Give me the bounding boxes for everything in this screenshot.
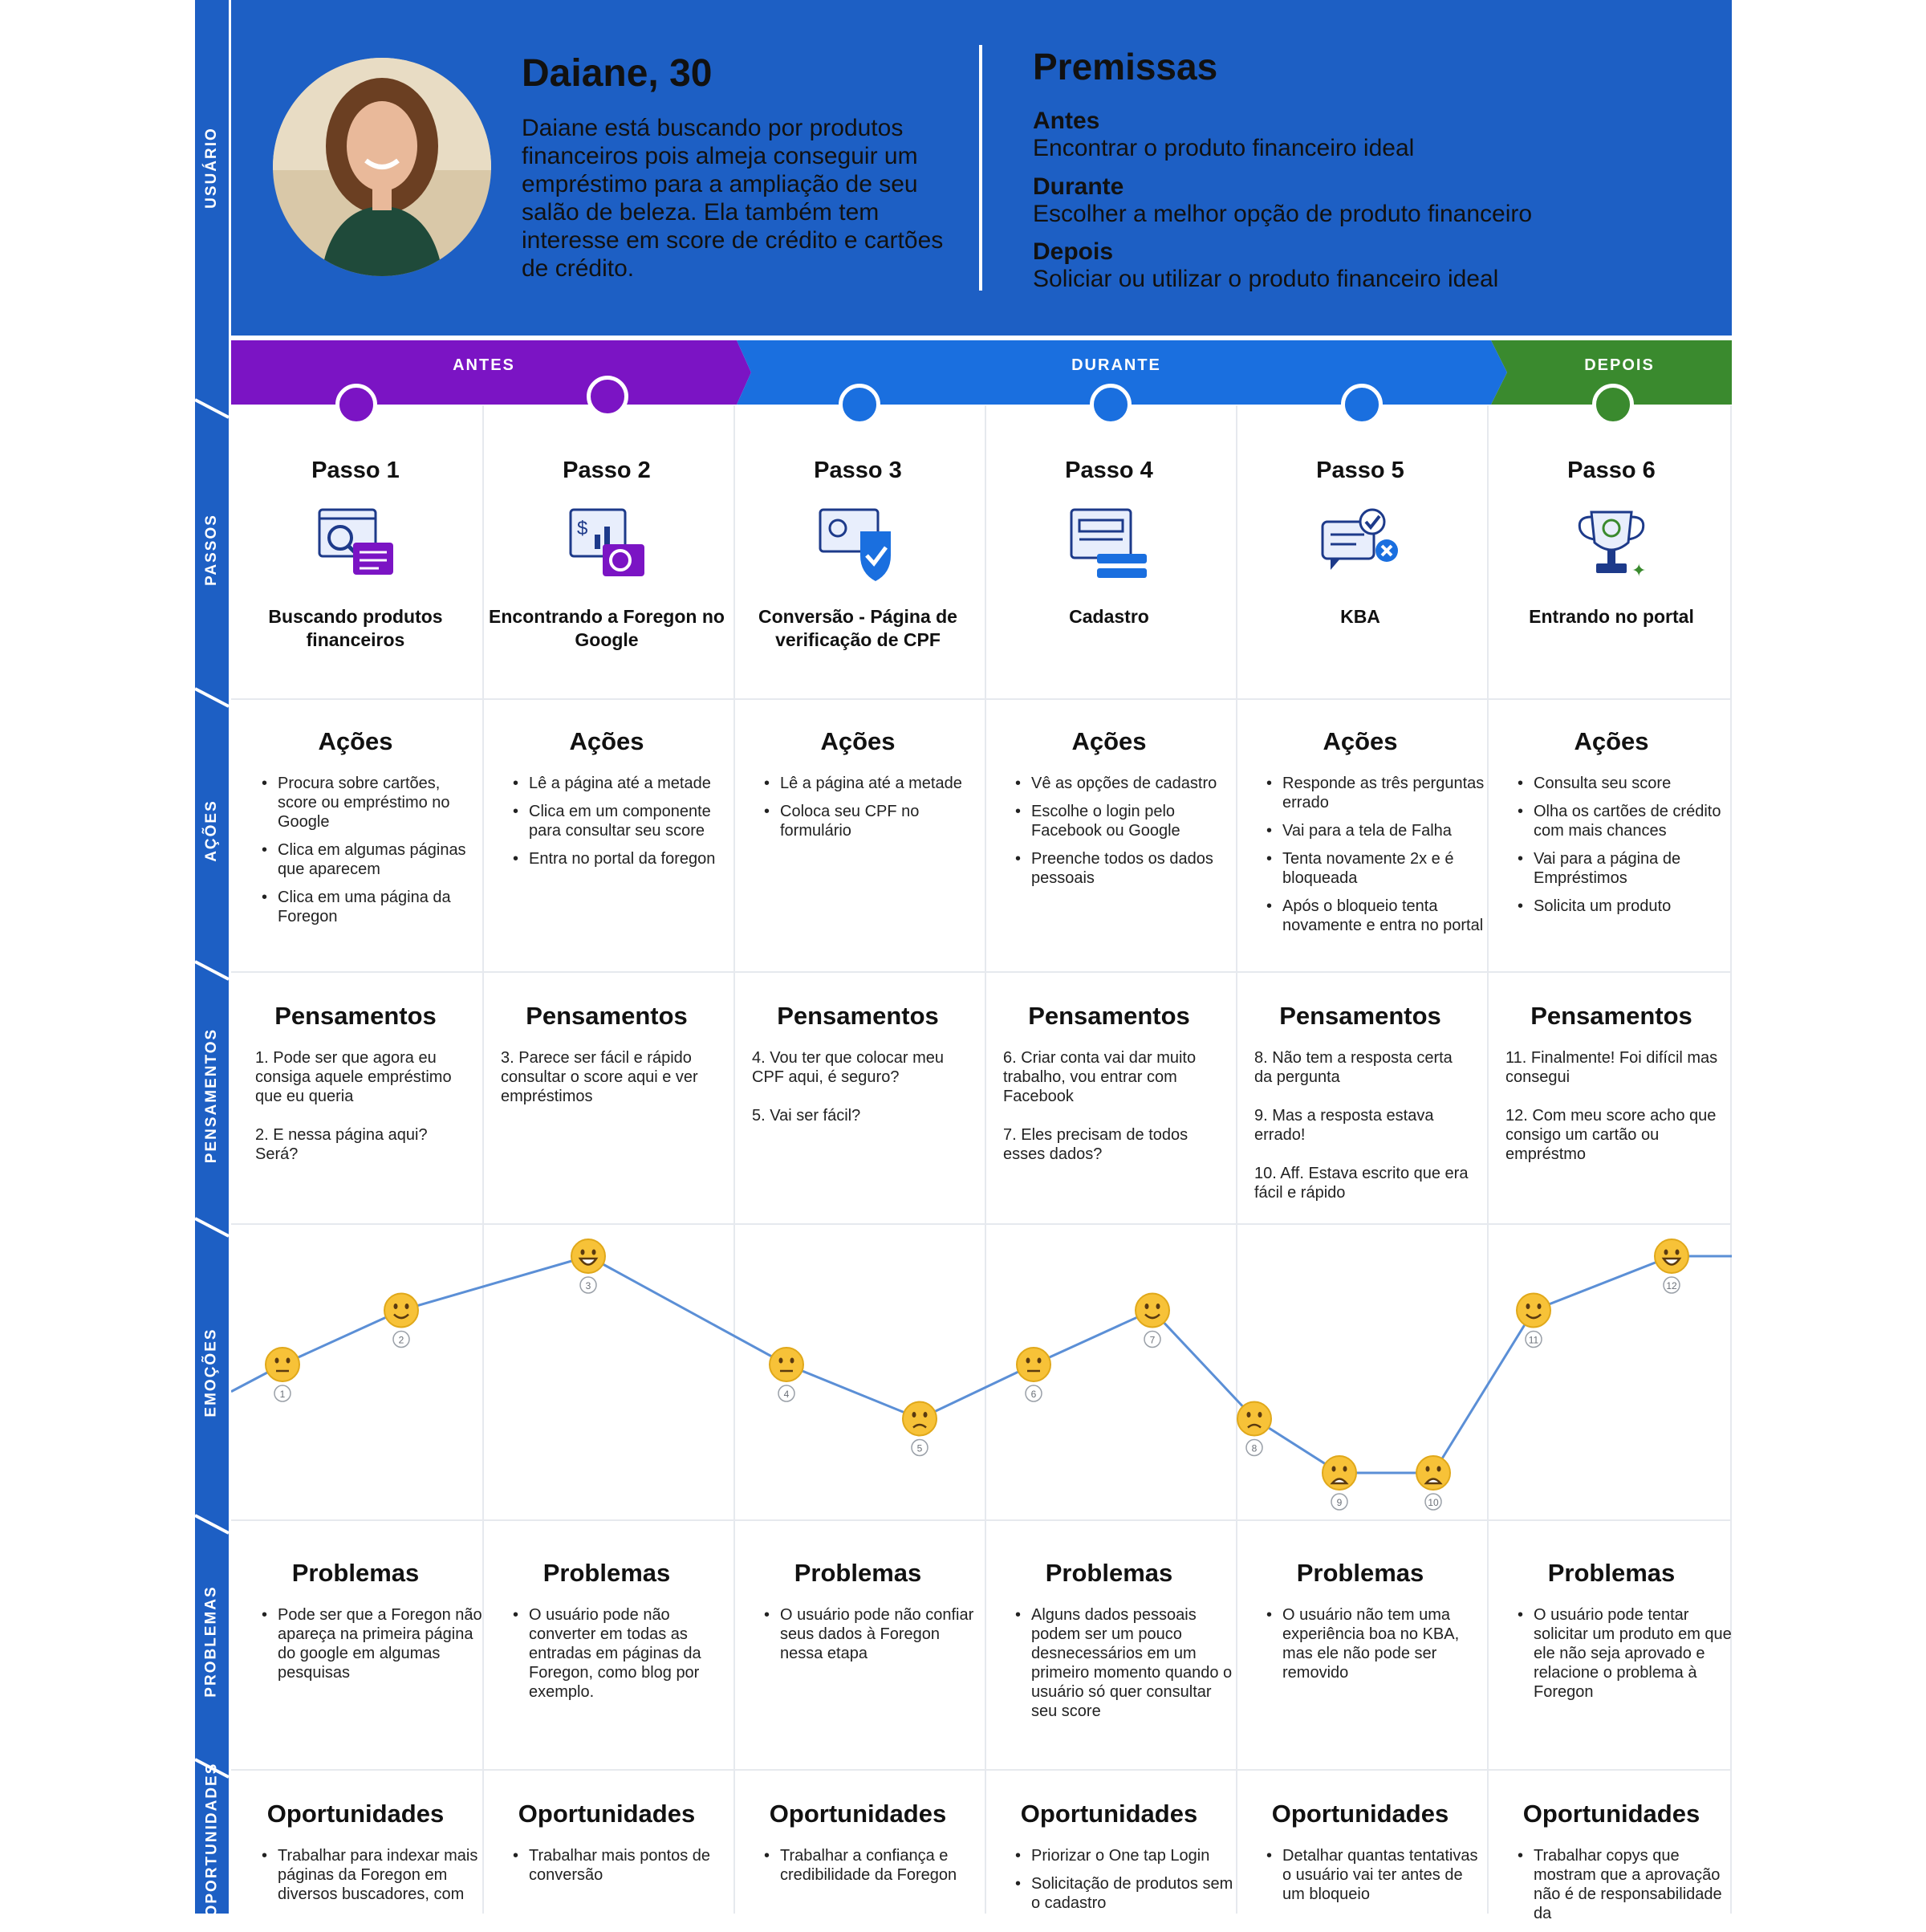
column-divider (985, 405, 986, 1914)
emotion-face-sad-icon (1237, 1402, 1271, 1436)
emotion-point-label: 5 (916, 1442, 923, 1454)
step-name-4: Cadastro (1069, 606, 1149, 627)
step-title-6: Passo 6 (1567, 458, 1656, 483)
problemas-title: Problemas (1296, 1559, 1424, 1587)
step-title-4: Passo 4 (1065, 458, 1153, 483)
emotion-point-label: 6 (1030, 1389, 1037, 1400)
section-label-problemas: PROBLEMAS (203, 1585, 220, 1698)
list-item: • Preenche todos os dados pessoais (1031, 849, 1237, 888)
emotion-point-label: 11 (1528, 1334, 1539, 1346)
pensamentos-list (1505, 1048, 1722, 1183)
phase-label-depois: DEPOIS (1584, 356, 1655, 374)
acoes-title: Ações (569, 727, 644, 755)
list-item: 2. E nessa página aqui? Será? (255, 1126, 428, 1163)
acoes-title: Ações (318, 727, 393, 755)
acoes-list (1263, 774, 1488, 944)
list-item: • Trabalhar a confiança e credibilidade da Foregon (780, 1846, 985, 1885)
pensamentos-title: Pensamentos (526, 1002, 688, 1030)
emotion-point-label: 12 (1666, 1280, 1677, 1291)
list-item: 12. Com meu score acho que consigo um cartão ou empréstmo (1505, 1107, 1717, 1163)
acoes-title: Ações (1071, 727, 1147, 755)
row-divider (231, 698, 1732, 700)
problemas-list (258, 1605, 483, 1691)
problemas-list (1263, 1605, 1488, 1691)
svg-text:✦: ✦ (1631, 561, 1647, 581)
emotion-point-label: 10 (1428, 1497, 1439, 1508)
emotion-face-happy-icon (384, 1294, 418, 1328)
list-item: • Após o bloqueio tenta novamente e entra no portal (1282, 897, 1488, 935)
list-item: • Lê a página até a metade (780, 774, 985, 793)
persona-description: Daiane está buscando por produtos financeiros pois almeja conseguir um empréstimo para a ampliação de seu salão de beleza. Ela também tem interesse em score de crédito e cartões de crédito. (522, 115, 944, 282)
oportunidades-title: Oportunidades (518, 1800, 696, 1828)
persona-avatar (273, 58, 491, 276)
oportunidades-list (1514, 1846, 1739, 1932)
problemas-title: Problemas (1547, 1559, 1676, 1587)
premissa-antes: Antes Encontrar o produto financeiro ideal (1033, 108, 1415, 161)
pensamentos-list (1254, 1048, 1471, 1222)
step-name-6: Entrando no portal (1529, 606, 1694, 627)
problemas-title: Problemas (794, 1559, 922, 1587)
list-item: 3. Parece ser fácil e rápido consultar o score aqui e ver empréstimos (501, 1049, 698, 1105)
list-item: • Entra no portal da foregon (529, 849, 734, 868)
list-item: • Vai para a página de Empréstimos (1534, 849, 1739, 888)
list-item: • Alguns dados pessoais podem ser um pouco desnecessários em um primeiro momento quando o usuário só quer consultar seu score (1031, 1605, 1237, 1721)
problemas-title: Problemas (1045, 1559, 1173, 1587)
emotion-face-happy-icon (1136, 1294, 1169, 1328)
list-item: • Consulta seu score (1534, 774, 1739, 793)
emotion-face-happy-icon (1517, 1294, 1550, 1328)
section-label-acoes: AÇÕES (203, 799, 221, 862)
pensamentos-title: Pensamentos (274, 1002, 437, 1030)
list-item: • O usuário não tem uma experiência boa no KBA, mas ele não pode ser removido (1282, 1605, 1488, 1682)
emotion-face-neutral-icon (266, 1348, 299, 1381)
form-icon (1065, 506, 1153, 586)
emotion-face-very-sad-icon (1416, 1456, 1450, 1490)
list-item: • Vai para a tela de Falha (1282, 821, 1488, 840)
pensamentos-title: Pensamentos (1279, 1002, 1441, 1030)
oportunidades-title: Oportunidades (266, 1800, 445, 1828)
acoes-title: Ações (820, 727, 896, 755)
pensamentos-title: Pensamentos (777, 1002, 939, 1030)
problemas-list (510, 1605, 734, 1710)
list-item: 11. Finalmente! Foi difícil mas consegui (1505, 1049, 1718, 1086)
acoes-list (258, 774, 483, 935)
acoes-title: Ações (1323, 727, 1398, 755)
list-item: • O usuário pode não converter em todas as entradas em páginas da Foregon, como blog por exemplo. (529, 1605, 734, 1702)
acoes-title: Ações (1574, 727, 1649, 755)
step-dot-6 (1592, 384, 1634, 425)
list-item: • Pode ser que a Foregon não apareça na primeira página do google em algumas pesquisas (278, 1605, 483, 1682)
emotion-point-label: 8 (1251, 1442, 1258, 1454)
header-divider (979, 45, 982, 291)
chat-check-icon (1316, 506, 1404, 586)
problemas-title: Problemas (542, 1559, 671, 1587)
pensamentos-list (752, 1048, 969, 1145)
step-name-2: Encontrando a Foregon no Google (489, 606, 725, 650)
emotion-curve-chart (231, 1228, 1732, 1533)
oportunidades-title: Oportunidades (1522, 1800, 1700, 1828)
step-name-5: KBA (1340, 606, 1380, 627)
step-title-5: Passo 5 (1316, 458, 1404, 483)
list-item: • Clica em algumas páginas que aparecem (278, 840, 483, 879)
list-item: • Escolhe o login pelo Facebook ou Google (1031, 802, 1237, 840)
emotion-point-label: 7 (1149, 1334, 1156, 1346)
section-label-usuario: USUÁRIO (203, 127, 220, 209)
list-item: • Tenta novamente 2x e é bloqueada (1282, 849, 1488, 888)
list-item: • Lê a página até a metade (529, 774, 734, 793)
list-item: • Clica em um componente para consultar seu score (529, 802, 734, 840)
list-item: 6. Criar conta vai dar muito trabalho, vou entrar com Facebook (1003, 1049, 1197, 1105)
list-item: 9. Mas a resposta estava errado! (1254, 1107, 1434, 1144)
list-item: • Procura sobre cartões, score ou empréstimo no Google (278, 774, 483, 832)
list-item: • Trabalhar copys que mostram que a aprovação não é de responsabilidade da (1534, 1846, 1739, 1923)
step-title-1: Passo 1 (311, 458, 400, 483)
problemas-list (1514, 1605, 1739, 1710)
premissa-depois: Depois Soliciar ou utilizar o produto financeiro ideal (1033, 238, 1499, 292)
trophy-icon (1567, 506, 1656, 586)
step-dot-3 (839, 384, 880, 425)
shield-check-icon (814, 506, 902, 586)
list-item: • Trabalhar para indexar mais páginas da Foregon em diversos buscadores, com (278, 1846, 483, 1904)
oportunidades-list (1263, 1846, 1488, 1913)
emotion-point-label: 1 (279, 1389, 286, 1400)
step-dot-1 (335, 384, 377, 425)
step-title-3: Passo 3 (814, 458, 902, 483)
oportunidades-list (761, 1846, 985, 1893)
step-title-2: Passo 2 (563, 458, 651, 483)
finance-search-icon (563, 506, 651, 586)
acoes-list (1012, 774, 1237, 897)
emotion-face-very-happy-icon (1655, 1239, 1688, 1273)
oportunidades-title: Oportunidades (1020, 1800, 1198, 1828)
problemas-list (761, 1605, 985, 1672)
section-label-passos: PASSOS (203, 514, 220, 586)
section-label-oportunidades: OPORTUNIDADES (203, 1762, 221, 1918)
list-item: 4. Vou ter que colocar meu CPF aqui, é seguro? (752, 1049, 945, 1086)
emotion-point-label: 2 (398, 1334, 404, 1346)
list-item: • Responde as três perguntas errado (1282, 774, 1488, 812)
step-name-1: Buscando produtos financeiros (268, 606, 443, 650)
phase-label-antes: ANTES (453, 356, 515, 374)
row-divider (231, 971, 1732, 973)
pensamentos-title: Pensamentos (1028, 1002, 1190, 1030)
row-divider (231, 1769, 1732, 1771)
acoes-list (761, 774, 985, 849)
pensamentos-list (255, 1048, 472, 1183)
sidebar-notches (195, 0, 229, 1918)
acoes-list (510, 774, 734, 877)
emotion-face-neutral-icon (1017, 1348, 1050, 1381)
list-item: 8. Não tem a resposta certa da pergunta (1254, 1049, 1453, 1086)
emotion-face-sad-icon (903, 1402, 937, 1436)
emotion-point-label: 3 (585, 1280, 591, 1291)
pensamentos-list (501, 1048, 717, 1125)
step-dot-5 (1341, 384, 1383, 425)
emotion-face-very-happy-icon (571, 1239, 605, 1273)
oportunidades-list (1012, 1846, 1237, 1922)
emotion-face-neutral-icon (770, 1348, 803, 1381)
oportunidades-list (510, 1846, 734, 1893)
problemas-title: Problemas (291, 1559, 420, 1587)
emotion-point-label: 4 (783, 1389, 790, 1400)
oportunidades-title: Oportunidades (769, 1800, 947, 1828)
list-item: 10. Aff. Estava escrito que era fácil e rápido (1254, 1165, 1469, 1202)
row-divider (231, 1223, 1732, 1225)
list-item: • Olha os cartões de crédito com mais chances (1534, 802, 1739, 840)
premissa-durante: Durante Escolher a melhor opção de produto financeiro (1033, 173, 1533, 227)
list-item: • Priorizar o One tap Login (1031, 1846, 1237, 1865)
list-item: 7. Eles precisam de todos esses dados? (1003, 1126, 1189, 1163)
list-item: 1. Pode ser que agora eu consiga aquele empréstimo que eu queria (255, 1049, 452, 1105)
list-item: • Solicita um produto (1534, 897, 1739, 916)
list-item: • Vê as opções de cadastro (1031, 774, 1237, 793)
svg-text:$: $ (577, 518, 588, 539)
list-item: • O usuário pode tentar solicitar um produto em que ele não seja aprovado e relacione o problema à Foregon (1534, 1605, 1739, 1702)
problemas-list (1012, 1605, 1237, 1730)
pensamentos-title: Pensamentos (1530, 1002, 1692, 1030)
list-item: • Solicitação de produtos sem o cadastro (1031, 1874, 1237, 1913)
section-label-emocoes: EMOÇÕES (203, 1328, 220, 1417)
list-item: • Trabalhar mais pontos de conversão (529, 1846, 734, 1885)
emotion-point-label: 9 (1336, 1497, 1343, 1508)
pensamentos-list (1003, 1048, 1220, 1183)
persona-name: Daiane, 30 (522, 52, 713, 95)
emotion-face-very-sad-icon (1323, 1456, 1356, 1490)
list-item: • Clica em uma página da Foregon (278, 888, 483, 926)
browser-search-icon (311, 506, 400, 586)
step-name-3: Conversão - Página de verificação de CPF (758, 606, 957, 650)
emotion-line (231, 1256, 1732, 1473)
oportunidades-title: Oportunidades (1271, 1800, 1449, 1828)
phase-label-durante: DURANTE (1071, 356, 1161, 374)
acoes-list (1514, 774, 1739, 925)
premissas-title: Premissas (1033, 46, 1218, 87)
step-dot-2 (587, 376, 628, 417)
list-item: • Coloca seu CPF no formulário (780, 802, 985, 840)
list-item: • O usuário pode não confiar seus dados à Foregon nessa etapa (780, 1605, 985, 1663)
list-item: 5. Vai ser fácil? (752, 1107, 861, 1125)
section-label-pensamentos: PENSAMENTOS (203, 1027, 220, 1164)
oportunidades-list (258, 1846, 483, 1913)
list-item: • Detalhar quantas tentativas o usuário vai ter antes de um bloqueio (1282, 1846, 1488, 1904)
step-dot-4 (1090, 384, 1132, 425)
